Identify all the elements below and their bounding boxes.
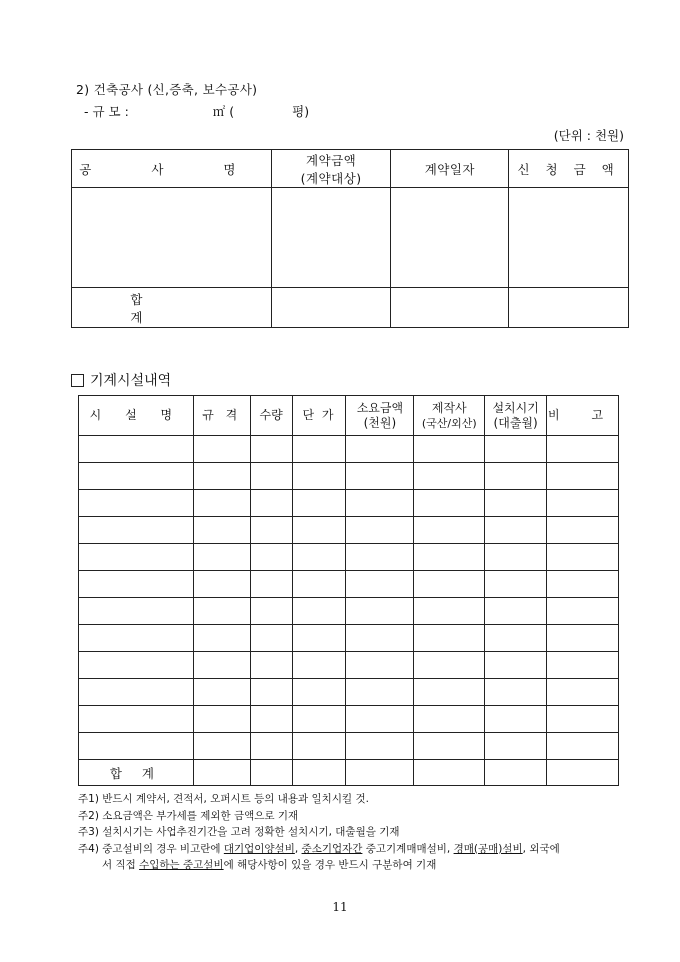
machinery-cell[interactable] — [250, 706, 292, 733]
machinery-sum-label: 합 계 — [79, 760, 194, 786]
contract-date-cell[interactable] — [391, 188, 509, 288]
construction-scale-line — [84, 102, 309, 120]
machinery-cell[interactable] — [485, 544, 547, 571]
machinery-cell[interactable] — [193, 490, 250, 517]
machinery-cell[interactable] — [346, 463, 414, 490]
machinery-cell[interactable] — [547, 436, 619, 463]
machinery-cell[interactable] — [79, 517, 194, 544]
machinery-cell[interactable] — [79, 679, 194, 706]
machinery-row — [79, 679, 619, 706]
machinery-cell[interactable] — [485, 463, 547, 490]
machinery-cell[interactable] — [485, 436, 547, 463]
machinery-cell[interactable] — [292, 598, 346, 625]
machinery-cell[interactable] — [414, 598, 485, 625]
note-4-cont: 서 직접 수입하는 중고설비에 해당사항이 있을 경우 반드시 구분하여 기재 — [102, 859, 437, 871]
machinery-cell[interactable] — [193, 517, 250, 544]
header-install-time: 설치시기 (대출월) — [485, 396, 547, 436]
machinery-cell[interactable] — [193, 463, 250, 490]
machinery-cell[interactable] — [292, 652, 346, 679]
machinery-row — [79, 571, 619, 598]
machinery-cell[interactable] — [79, 490, 194, 517]
notes — [78, 791, 638, 874]
sum-label: 합 계 — [72, 288, 272, 328]
header-work-name: 공 사 명 — [72, 150, 272, 188]
header-maker: 제작사 (국산/외산) — [414, 396, 485, 436]
construction-body-row — [72, 188, 629, 288]
sum-request-amount[interactable] — [509, 288, 629, 328]
machinery-rows — [79, 436, 619, 760]
machinery-cell[interactable] — [485, 706, 547, 733]
machinery-cell[interactable] — [250, 625, 292, 652]
machinery-cell[interactable] — [346, 490, 414, 517]
machinery-cell[interactable] — [250, 544, 292, 571]
unit-note: (단위 : 천원) — [553, 128, 624, 143]
machinery-cell[interactable] — [485, 652, 547, 679]
machinery-cell[interactable] — [193, 652, 250, 679]
note-4: 주4) 중고설비의 경우 비고란에 대기업이양설비, 중소기업자간 중고기계매매설비, 경매(공매)설비, 외국에 — [78, 842, 560, 855]
machinery-title-text: 기계시설내역 — [90, 373, 172, 389]
machinery-cell[interactable] — [346, 625, 414, 652]
machinery-cell[interactable] — [346, 706, 414, 733]
machinery-cell[interactable] — [250, 490, 292, 517]
machinery-cell[interactable] — [485, 517, 547, 544]
machinery-cell[interactable] — [485, 625, 547, 652]
machinery-cell[interactable] — [193, 733, 250, 760]
sum-contract-date[interactable] — [391, 288, 509, 328]
construction-sum-row — [72, 288, 629, 328]
header-request-amount: 신 청 금 액 — [509, 150, 629, 188]
machinery-cell[interactable] — [250, 679, 292, 706]
machinery-cell[interactable] — [250, 652, 292, 679]
machinery-cell[interactable] — [414, 544, 485, 571]
machinery-cell[interactable] — [250, 733, 292, 760]
construction-table — [71, 149, 629, 328]
machinery-cell[interactable] — [547, 598, 619, 625]
machinery-cell[interactable] — [79, 571, 194, 598]
machinery-cell[interactable] — [79, 598, 194, 625]
checkbox-icon — [71, 374, 84, 387]
machinery-header-row — [79, 396, 619, 436]
machinery-cell[interactable] — [485, 490, 547, 517]
machinery-cell[interactable] — [414, 517, 485, 544]
note-2: 주2) 소요금액은 부가세를 제외한 금액으로 기재 — [78, 809, 299, 822]
machinery-cell[interactable] — [485, 598, 547, 625]
machinery-cell[interactable] — [547, 706, 619, 733]
machinery-row — [79, 490, 619, 517]
machinery-cell[interactable] — [346, 517, 414, 544]
machinery-cell[interactable] — [292, 463, 346, 490]
machinery-cell[interactable] — [292, 490, 346, 517]
machinery-row — [79, 598, 619, 625]
header-remark: 비 고 — [547, 396, 619, 436]
machinery-cell[interactable] — [250, 598, 292, 625]
construction-section-title: 2) 건축공사 (신,증축, 보수공사) — [76, 82, 258, 97]
machinery-cell[interactable] — [485, 679, 547, 706]
machinery-cell[interactable] — [79, 706, 194, 733]
header-spec: 규 격 — [193, 396, 250, 436]
machinery-cell[interactable] — [346, 679, 414, 706]
machinery-cell[interactable] — [193, 625, 250, 652]
scale-label: - 규 모 : — [84, 104, 129, 119]
machinery-row — [79, 517, 619, 544]
header-qty: 수량 — [250, 396, 292, 436]
construction-header-row — [72, 150, 629, 188]
machinery-cell[interactable] — [292, 571, 346, 598]
header-facility-name: 시 설 명 — [79, 396, 194, 436]
machinery-cell[interactable] — [193, 706, 250, 733]
machinery-cell[interactable] — [346, 571, 414, 598]
machinery-cell[interactable] — [547, 679, 619, 706]
machinery-cell[interactable] — [250, 517, 292, 544]
machinery-cell[interactable] — [79, 436, 194, 463]
machinery-table — [78, 395, 619, 786]
machinery-cell[interactable] — [547, 463, 619, 490]
contract-amount-cell[interactable] — [271, 188, 391, 288]
page-number: 11 — [332, 900, 348, 914]
machinery-section-title — [71, 370, 171, 390]
machinery-cell[interactable] — [346, 598, 414, 625]
scale-unit-pyeong: 평) — [292, 104, 310, 119]
machinery-cell[interactable] — [547, 625, 619, 652]
machinery-cell[interactable] — [193, 544, 250, 571]
machinery-cell[interactable] — [250, 463, 292, 490]
work-name-cell[interactable] — [72, 188, 272, 288]
machinery-cell[interactable] — [414, 625, 485, 652]
machinery-cell[interactable] — [79, 625, 194, 652]
machinery-cell[interactable] — [547, 733, 619, 760]
machinery-cell[interactable] — [414, 706, 485, 733]
machinery-row — [79, 625, 619, 652]
machinery-row — [79, 733, 619, 760]
machinery-row — [79, 652, 619, 679]
header-contract-date: 계약일자 — [391, 150, 509, 188]
machinery-cell[interactable] — [193, 679, 250, 706]
machinery-cell[interactable] — [547, 517, 619, 544]
request-amount-cell[interactable] — [509, 188, 629, 288]
machinery-cell[interactable] — [292, 436, 346, 463]
machinery-cell[interactable] — [79, 733, 194, 760]
machinery-cell[interactable] — [414, 652, 485, 679]
machinery-sum-row — [79, 760, 619, 786]
machinery-cell[interactable] — [414, 436, 485, 463]
machinery-cell[interactable] — [414, 490, 485, 517]
sum-contract-amount[interactable] — [271, 288, 391, 328]
header-contract-amount: 계약금액 (계약대상) — [271, 150, 391, 188]
machinery-cell[interactable] — [485, 733, 547, 760]
machinery-cell[interactable] — [346, 733, 414, 760]
machinery-cell[interactable] — [79, 463, 194, 490]
machinery-cell[interactable] — [547, 652, 619, 679]
machinery-cell[interactable] — [414, 679, 485, 706]
machinery-cell[interactable] — [79, 652, 194, 679]
machinery-cell[interactable] — [292, 544, 346, 571]
machinery-row — [79, 436, 619, 463]
note-1: 주1) 반드시 계약서, 견적서, 오퍼시트 등의 내용과 일치시킬 것. — [78, 793, 369, 805]
machinery-cell[interactable] — [346, 652, 414, 679]
machinery-cell[interactable] — [250, 436, 292, 463]
machinery-cell[interactable] — [292, 625, 346, 652]
machinery-cell[interactable] — [292, 679, 346, 706]
machinery-cell[interactable] — [250, 571, 292, 598]
machinery-cell[interactable] — [414, 463, 485, 490]
machinery-cell[interactable] — [485, 571, 547, 598]
machinery-cell[interactable] — [346, 544, 414, 571]
machinery-row — [79, 544, 619, 571]
machinery-cell[interactable] — [193, 436, 250, 463]
machinery-cell[interactable] — [414, 733, 485, 760]
header-unit-price: 단 가 — [292, 396, 346, 436]
machinery-row — [79, 463, 619, 490]
machinery-cell[interactable] — [193, 598, 250, 625]
machinery-cell[interactable] — [414, 571, 485, 598]
machinery-cell[interactable] — [292, 706, 346, 733]
machinery-cell[interactable] — [292, 733, 346, 760]
machinery-cell[interactable] — [547, 490, 619, 517]
machinery-cell[interactable] — [292, 517, 346, 544]
machinery-cell[interactable] — [79, 544, 194, 571]
header-amount: 소요금액 (천원) — [346, 396, 414, 436]
machinery-cell[interactable] — [346, 436, 414, 463]
machinery-cell[interactable] — [547, 571, 619, 598]
scale-unit-m2: ㎡ ( — [212, 104, 235, 119]
machinery-row — [79, 706, 619, 733]
note-3: 주3) 설치시기는 사업추진기간을 고려 정확한 설치시기, 대출월을 기재 — [78, 826, 400, 838]
machinery-cell[interactable] — [547, 544, 619, 571]
machinery-cell[interactable] — [193, 571, 250, 598]
